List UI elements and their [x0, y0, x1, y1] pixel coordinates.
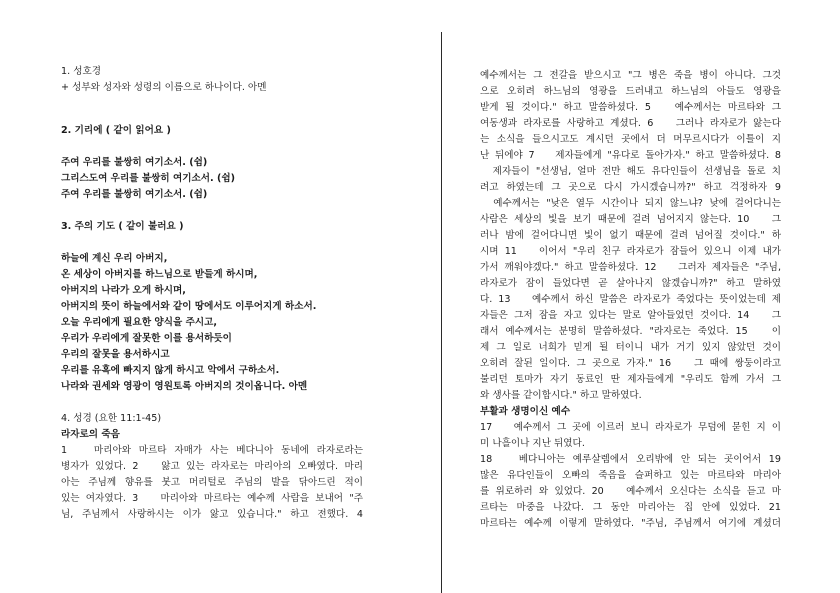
- scripture-subtitle: 라자로의 죽음: [61, 429, 120, 440]
- scripture-line: 를 위로하러 와 있었다. 20 예수께서 오신다는 소식을 듣고 마: [480, 486, 781, 497]
- scripture-line: 르타는 마중을 나갔다. 그 동안 마리아는 집 안에 있었다. 21: [480, 502, 781, 513]
- scripture-line: 많은 유다인들이 오빠의 죽음을 슬퍼하고 있는 마르타와 마리아: [480, 470, 781, 481]
- scripture-line: 라자로가 잠이 들었다면 곧 살아나지 않겠습니까?" 하고 말하였: [480, 278, 781, 289]
- lords-prayer-heading: 3. 주의 기도 ( 같이 불러요 ): [61, 221, 184, 232]
- scripture-line: 예수께서는 그 전갈을 받으시고 "그 병은 죽을 병이 아니다. 그것: [480, 70, 781, 81]
- scripture-line: 으로 오히려 하느님의 영광을 드러내고 하느님의 아들도 영광을: [480, 86, 781, 97]
- scripture-line: 여동생과 라자로를 사랑하고 계셨다. 6 그러나 라자로가 앓는다: [480, 118, 781, 129]
- scripture-line: 제 그 일로 너희가 믿게 될 터이니 내가 거기 있지 않았던 것이: [480, 342, 781, 353]
- kyrie-line: 그리스도여 우리를 불쌍히 여기소서. (쉼): [61, 173, 236, 184]
- scripture-line: 불리던 토마가 자기 동료인 딴 제자들에게 "우리도 함께 가서 그: [480, 374, 781, 385]
- scripture-line: 려고 하였는데 그 곳으로 다시 가시겠습니까?" 하고 걱정하자 9: [480, 182, 781, 193]
- scripture-line: 시며 11 이어서 "우리 친구 라자로가 잠들어 있으니 이제 내가: [480, 246, 781, 257]
- scripture-line: 는 소식을 들으시고도 계시던 곳에서 더 머무르시다가 이틀이 지: [480, 134, 781, 145]
- scripture-line: 병자가 있었다. 2 앓고 있는 라자로는 마리아의 오빠였다. 마리: [61, 461, 363, 472]
- kyrie-line: 주여 우리를 불쌍히 여기소서. (쉼): [61, 189, 208, 200]
- kyrie-heading: 2. 기리에 ( 같이 읽어요 ): [61, 125, 171, 136]
- prayer-line: 온 세상이 아버지를 하느님으로 받들게 하시며,: [61, 269, 258, 280]
- scripture-line: 17 예수께서 그 곳에 이르러 보니 라자로가 무덤에 묻힌 지 이: [480, 422, 781, 433]
- prayer-line: 오늘 우리에게 필요한 양식을 주시고,: [61, 317, 218, 328]
- left-column: [61, 64, 363, 523]
- sign-of-cross-text: + 성부와 성자와 성령의 이름으로 하나이다. 아멘: [61, 82, 267, 93]
- scripture-line: 18 베다니아는 예루살렘에서 오리밖에 안 되는 곳이어서 19: [480, 454, 781, 465]
- scripture-line: 님, 주님께서 사랑하시는 이가 앓고 있습니다." 하고 전했다. 4: [61, 509, 363, 520]
- prayer-line: 나라와 권세와 영광이 영원토록 아버지의 것이옵니다. 아멘: [61, 381, 308, 392]
- scripture-line: 마르타는 예수께 이렇게 말하였다. "주님, 주님께서 여기에 계셨더: [480, 518, 781, 529]
- prayer-line: 우리를 유혹에 빠지지 않게 하시고 악에서 구하소서.: [61, 365, 280, 376]
- scripture-line: 있는 여자였다. 3 마리아와 마르타는 예수께 사람을 보내어 "주: [61, 493, 363, 504]
- prayer-line: 아버지의 뜻이 하늘에서와 같이 땅에서도 이루어지게 하소서.: [61, 301, 317, 312]
- scripture-line: 미 나흘이나 지난 뒤였다.: [480, 438, 585, 449]
- scripture-line: 난 뒤에야 7 제자들에게 "유다로 돌아가자." 하고 말씀하셨다. 8: [480, 150, 781, 161]
- scripture-line: 러나 밤에 걸어다니면 빛이 없기 때문에 걸려 넘어질 것이다." 하: [480, 230, 781, 241]
- scripture-line: 오히려 잘된 일이다. 그 곳으로 가자." 16 그 때에 쌍둥이라고: [480, 358, 781, 369]
- scripture-line: 래서 예수께서는 분명히 말씀하셨다. "라자로는 죽었다. 15 이: [480, 326, 781, 337]
- scripture-line: 받게 될 것이다." 하고 말씀하셨다. 5 예수께서는 마르타와 그: [480, 102, 781, 113]
- scripture-line: 와 생사를 같이합시다." 하고 말하였다.: [480, 390, 642, 401]
- right-column: [480, 68, 781, 532]
- scripture-line: 아는 주님께 향유를 붓고 머리털로 주님의 발을 닦아드린 적이: [61, 477, 363, 488]
- scripture-line: 가서 깨워야겠다." 하고 말씀하셨다. 12 그러자 제자들은 "주님,: [480, 262, 781, 273]
- prayer-line: 우리가 우리에게 잘못한 이를 용서하듯이: [61, 333, 232, 344]
- scripture-subtitle: 부활과 생명이신 예수: [480, 406, 571, 417]
- scripture-line: 사람은 세상의 빛을 보기 때문에 걸려 넘어지지 않는다. 10 그: [480, 214, 781, 225]
- sign-of-cross-heading: 1. 성호경: [61, 66, 102, 77]
- scripture-line: 1 마리아와 마르타 자매가 사는 베다니아 동네에 라자로라는: [61, 445, 363, 456]
- scripture-heading: 4. 성경 (요한 11:1-45): [61, 413, 162, 424]
- kyrie-line: 주여 우리를 불쌍히 여기소서. (쉼): [61, 157, 208, 168]
- prayer-line: 우리의 잘못을 용서하시고: [61, 349, 170, 360]
- prayer-line: 하늘에 계신 우리 아버지,: [61, 253, 168, 264]
- scripture-line: 제자들이 "선생님, 얼마 전만 해도 유다인들이 선생님을 돌로 치: [480, 166, 781, 177]
- scripture-line: 예수께서는 "낮은 열두 시간이나 되지 않느냐? 낮에 걸어다니는: [480, 198, 781, 209]
- prayer-line: 아버지의 나라가 오게 하시며,: [61, 285, 186, 296]
- scripture-line: 다. 13 예수께서 하신 말씀은 라자로가 죽었다는 뜻이었는데 제: [480, 294, 781, 305]
- column-divider: [441, 32, 442, 593]
- scripture-line: 자들은 그저 잠을 자고 있다는 말로 알아들었던 것이다. 14 그: [480, 310, 781, 321]
